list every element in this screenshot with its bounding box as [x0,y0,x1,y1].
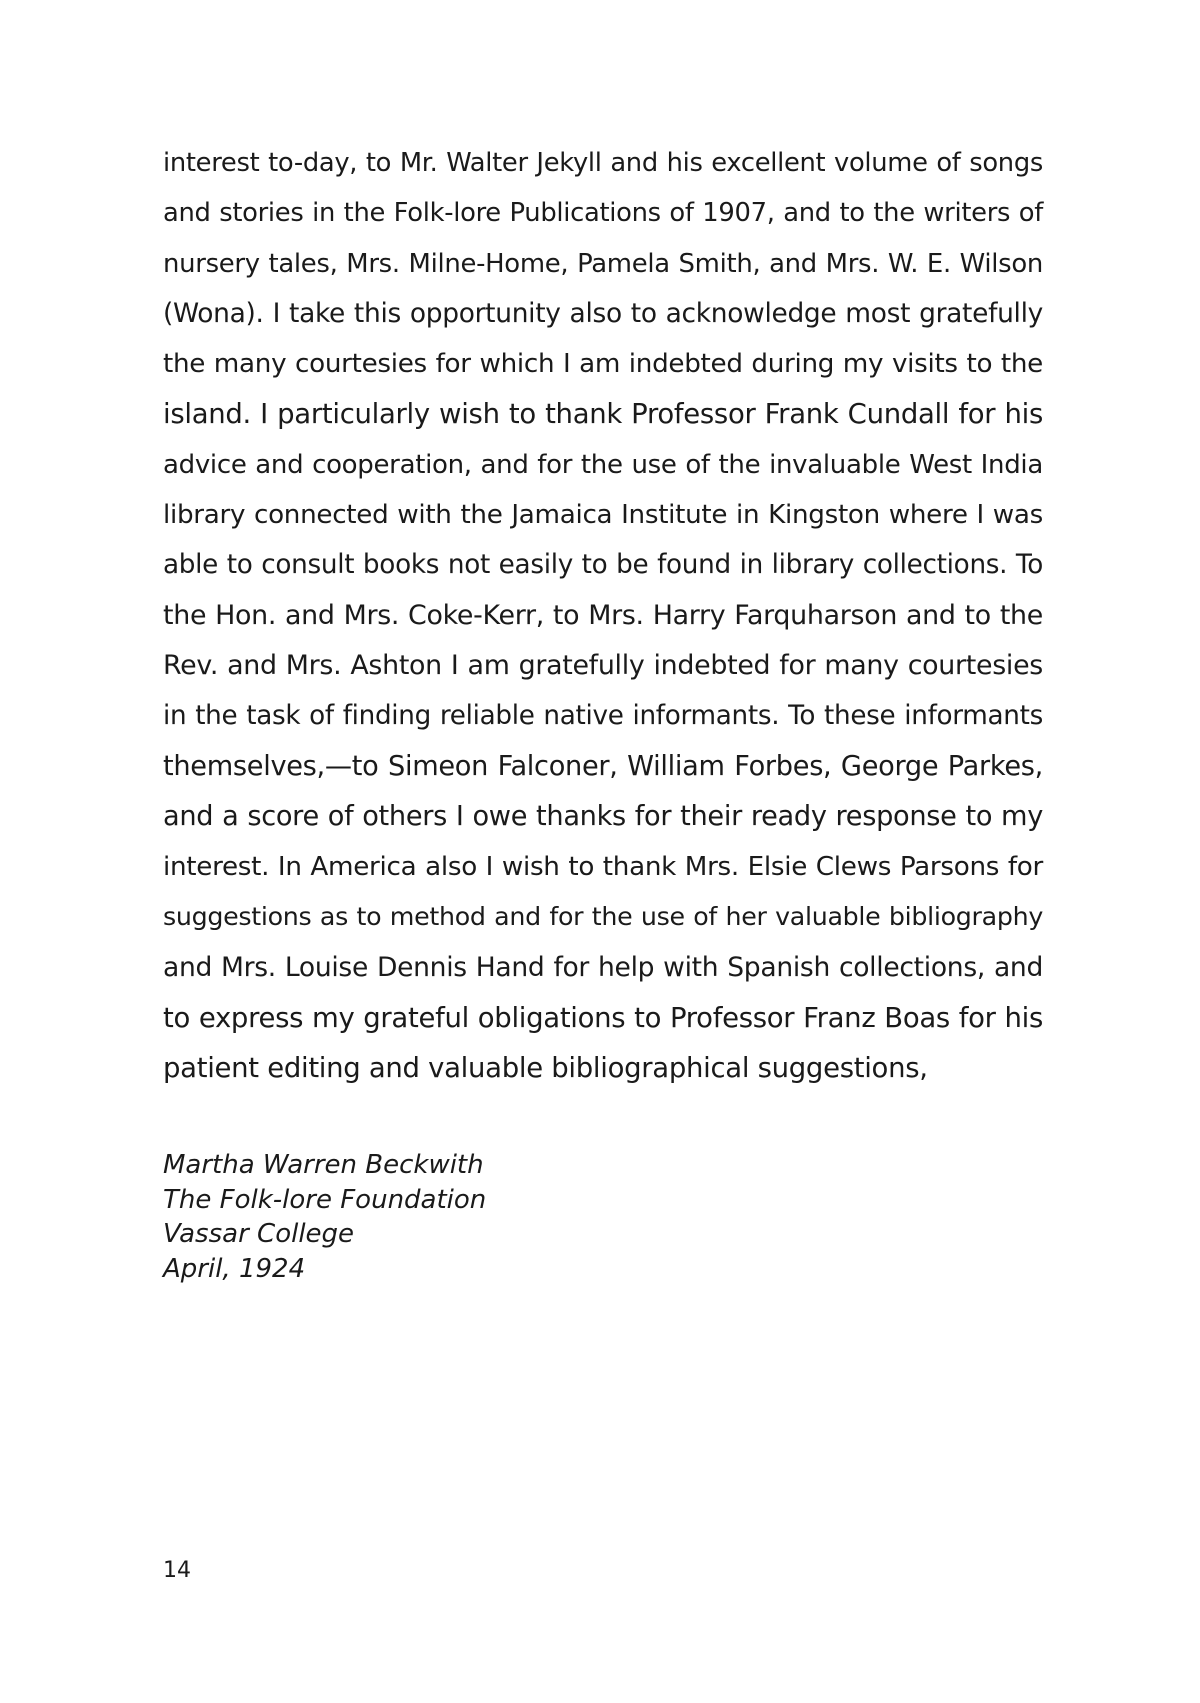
author-name: Martha Warren Beckwith [163,1150,484,1180]
signature-date: April, 1924 [163,1253,306,1284]
body-line: and stories in the Folk-lore Publications of 1907, and to the writers of [163,198,1043,229]
body-line-last: patient editing and valuable bibliographical suggestions, [163,1052,928,1085]
body-line: and a score of others I owe thanks for their ready response to my [163,800,1043,832]
body-line: themselves,—to Simeon Falconer, William Forbes, George Parkes, [163,750,1043,782]
page-number: 14 [163,1558,191,1583]
body-line: interest. In America also I wish to thank Mrs. Elsie Clews Parsons for [163,852,1043,883]
body-line: to express my grateful obligations to Professor Franz Boas for his [163,1002,1043,1035]
body-line: (Wona). I take this opportunity also to acknowledge most gratefully [163,297,1043,329]
body-line: suggestions as to method and for the use of her valuable bibliography [163,902,1043,932]
preface-body-text [163,138,1043,1094]
body-line: island. I particularly wish to thank Professor Frank Cundall for his [163,398,1043,431]
body-line: interest to-day, to Mr. Walter Jekyll and his excellent volume of songs [163,148,1043,178]
body-line: and Mrs. Louise Dennis Hand for help with Spanish collections, and [163,951,1043,983]
body-line: in the task of finding reliable native informants. To these informants [163,701,1043,732]
signature-block [163,1148,763,1286]
body-line: the many courtesies for which I am indebted during my visits to the [163,349,1043,380]
author-organization: The Folk-lore Foundation [163,1184,487,1215]
body-line: the Hon. and Mrs. Coke-Kerr, to Mrs. Harry Farquharson and to the [163,599,1043,631]
body-line: nursery tales, Mrs. Milne-Home, Pamela Smith, and Mrs. W. E. Wilson [163,248,1043,279]
body-line: Rev. and Mrs. Ashton I am gratefully indebted for many courtesies [163,649,1043,681]
author-institution: Vassar College [163,1219,355,1249]
body-line: able to consult books not easily to be found in library collections. To [163,550,1043,581]
body-line: advice and cooperation, and for the use of the invaluable West India [163,449,1043,480]
body-line: library connected with the Jamaica Institute in Kingston where I was [163,500,1043,531]
